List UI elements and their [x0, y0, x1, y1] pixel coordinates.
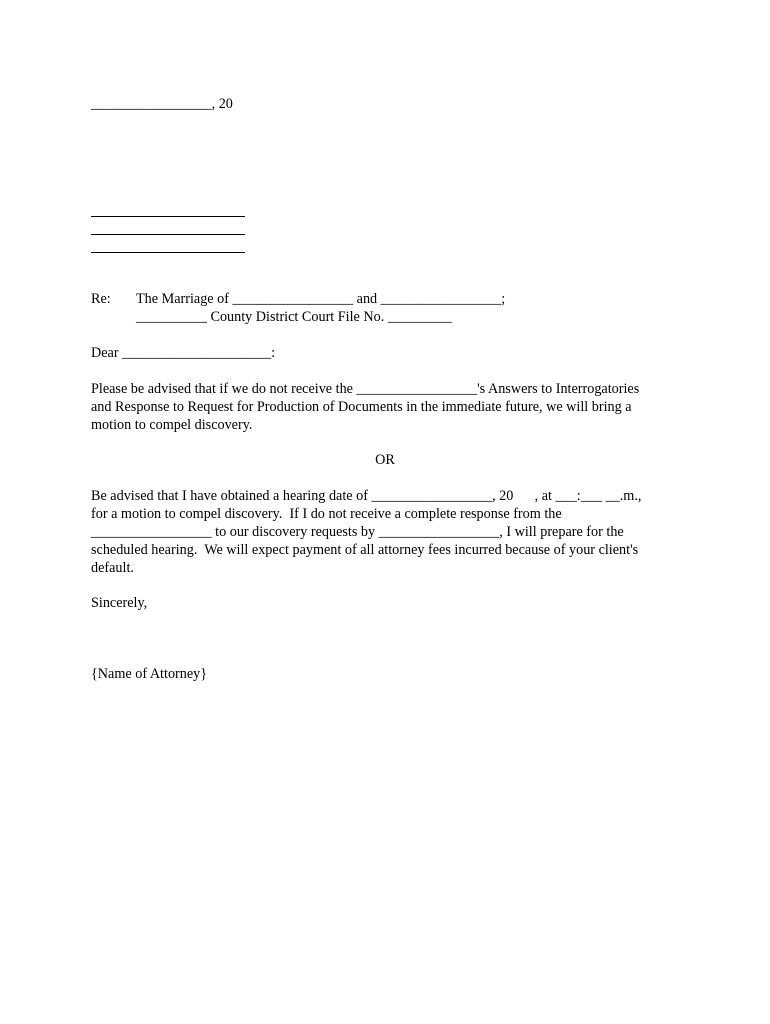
paragraph-2-line: Be advised that I have obtained a hearing date of _________________, 20 , at ___:___ __.m., [91, 488, 642, 504]
re-line-1: The Marriage of _________________ and _________________; [136, 291, 506, 307]
salutation: Dear _____________________: [91, 345, 276, 361]
or-heading: OR [375, 452, 395, 468]
paragraph-1-line: Please be advised that if we do not receive the _________________'s Answers to Interrogatories [91, 381, 640, 397]
re-line-2: __________ County District Court File No. _________ [136, 309, 452, 325]
date-line: _________________, 20 [91, 96, 233, 112]
closing: Sincerely, [91, 595, 148, 611]
attorney-signature: {Name of Attorney} [91, 666, 208, 682]
address-line-2 [91, 234, 245, 235]
address-line-1 [91, 216, 245, 217]
paragraph-2-line: scheduled hearing. We will expect payment of all attorney fees incurred because of your client's [91, 542, 639, 558]
paragraph-1-line: and Response to Request for Production of Documents in the immediate future, we will bring a [91, 399, 632, 415]
paragraph-2-line: default. [91, 560, 134, 576]
paragraph-1-line: motion to compel discovery. [91, 417, 253, 433]
paragraph-2-line: _________________ to our discovery requests by _________________, I will prepare for the [91, 524, 624, 540]
re-label: Re: [91, 291, 111, 307]
address-line-3 [91, 252, 245, 253]
paragraph-2-line: for a motion to compel discovery. If I do not receive a complete response from the [91, 506, 562, 522]
